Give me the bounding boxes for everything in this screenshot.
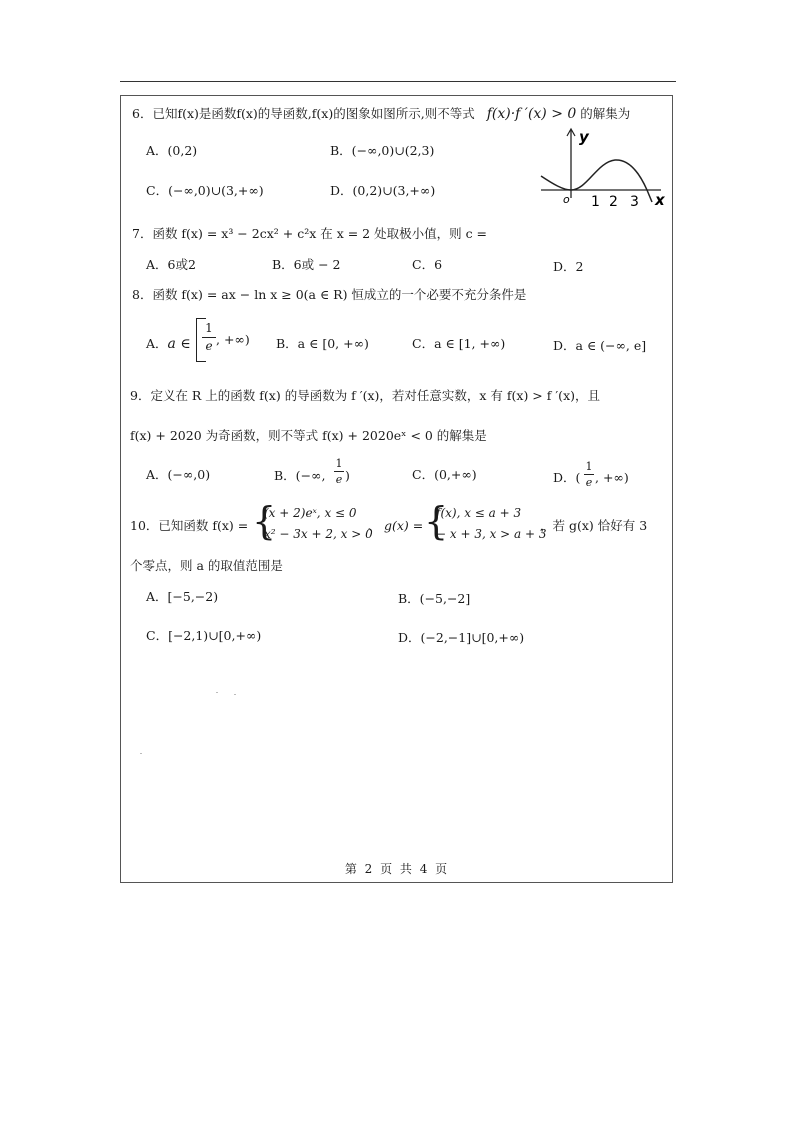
q9-line2: f(x) + 2020 为奇函数，则不等式 f(x) + 2020eˣ < 0 的解集是 <box>130 428 487 443</box>
page-footer: 第 2 页 共 4 页 <box>344 862 450 876</box>
q7-option-c[interactable]: C．6 <box>412 257 443 272</box>
q8-option-c[interactable]: C．a ∈ [1, +∞) <box>412 336 506 351</box>
q10-g-lead: g(x) = <box>384 518 424 533</box>
q9-option-d-rest: , +∞) <box>595 470 629 485</box>
q9-option-d[interactable]: D．( <box>553 470 581 485</box>
q8-option-d[interactable]: D．a ∈ (−∞, e] <box>553 338 647 353</box>
q8-option-a-rest: , +∞) <box>216 332 250 347</box>
q7-option-d[interactable]: D．2 <box>553 259 584 274</box>
q10-lead: 10．已知函数 f(x) = <box>130 518 249 533</box>
q6-graph-origin: o <box>563 193 570 206</box>
q10-option-a[interactable]: A．[−5,−2) <box>146 589 219 604</box>
q8-option-a-fraction-bar <box>202 337 216 338</box>
q7-stem: 7．函数 f(x) = x³ − 2cx² + c²x 在 x = 2 处取极小值，则 c = <box>132 226 488 241</box>
q10-g-case-1: f(x), x ≤ a + 3 <box>436 506 522 520</box>
q10-g-brace: { <box>424 499 449 543</box>
q8-option-a-denominator: e <box>205 339 213 353</box>
q9-option-b-fraction-bar <box>334 471 344 472</box>
q10-option-c[interactable]: C．[−2,1)∪[0,+∞) <box>146 628 262 643</box>
q6-inequality: f(x)·f ′(x) > 0 <box>486 106 577 122</box>
q9-option-c[interactable]: C．(0,+∞) <box>412 467 477 482</box>
q6-graph-tick-1: 1 <box>591 194 600 210</box>
q9-option-a[interactable]: A．(−∞,0) <box>146 467 211 482</box>
q10-tail: ，若 g(x) 恰好有 3 <box>540 518 648 533</box>
q6-graph <box>535 126 670 210</box>
q10-option-b[interactable]: B．(−5,−2] <box>398 591 471 606</box>
q9-option-d-fraction-bar <box>584 474 594 475</box>
q10-line2: 个零点，则 a 的取值范围是 <box>130 558 283 573</box>
q8-option-a[interactable]: A．a ∈ <box>146 336 191 352</box>
q9-option-b[interactable]: B．(−∞, <box>274 468 326 483</box>
q9-option-b-close: ) <box>345 468 350 483</box>
q10-f-brace: { <box>252 499 277 543</box>
q7-option-a[interactable]: A．6或2 <box>146 257 196 272</box>
scan-speck <box>216 692 218 693</box>
q9-line1: 9．定义在 R 上的函数 f(x) 的导函数为 f ′(x)，若对任意实数，x 有 f(x) > f ′(x)，且 <box>130 388 600 403</box>
q6-stem: 6．已知f(x)是函数f(x)的导函数,f(x)的图象如图所示,则不等式 f(x)·f ′(x) > 0 的解集为 <box>132 106 631 122</box>
scan-speck <box>140 753 142 754</box>
top-rule <box>120 81 676 82</box>
q10-g-case-2: − x + 3, x > a + 3 <box>436 527 547 541</box>
q10-f-case-1: (x + 2)eˣ, x ≤ 0 <box>264 506 357 520</box>
q9-option-b-denominator: e <box>335 473 343 486</box>
q8-option-b[interactable]: B．a ∈ [0, +∞) <box>276 336 369 351</box>
q6-option-b[interactable]: B．(−∞,0)∪(2,3) <box>330 143 435 158</box>
q9-option-d-numerator: 1 <box>585 460 593 473</box>
q6-graph-ylabel: y <box>579 128 589 146</box>
q9-option-b-numerator: 1 <box>335 457 343 470</box>
q8-option-a-numerator: 1 <box>205 321 213 335</box>
q6-graph-tick-3: 3 <box>630 194 639 210</box>
page-frame <box>120 95 673 883</box>
q8-stem: 8．函数 f(x) = ax − ln x ≥ 0(a ∈ R) 恒成立的一个必要不充分条件是 <box>132 287 527 302</box>
q6-option-c[interactable]: C．(−∞,0)∪(3,+∞) <box>146 183 264 198</box>
q10-f-case-2: x² − 3x + 2, x > 0 <box>264 527 373 541</box>
q10-option-d[interactable]: D．(−2,−1]∪[0,+∞) <box>398 630 525 645</box>
q6-graph-xlabel: x <box>655 191 665 209</box>
q9-option-d-denominator: e <box>585 476 593 489</box>
q6-option-a[interactable]: A．(0,2) <box>146 143 198 158</box>
q6-graph-tick-2: 2 <box>609 194 618 210</box>
q10-separator: 、 <box>368 518 381 533</box>
q7-option-b[interactable]: B．6或 − 2 <box>272 257 341 272</box>
q6-option-d[interactable]: D．(0,2)∪(3,+∞) <box>330 183 436 198</box>
scan-speck <box>234 694 236 695</box>
